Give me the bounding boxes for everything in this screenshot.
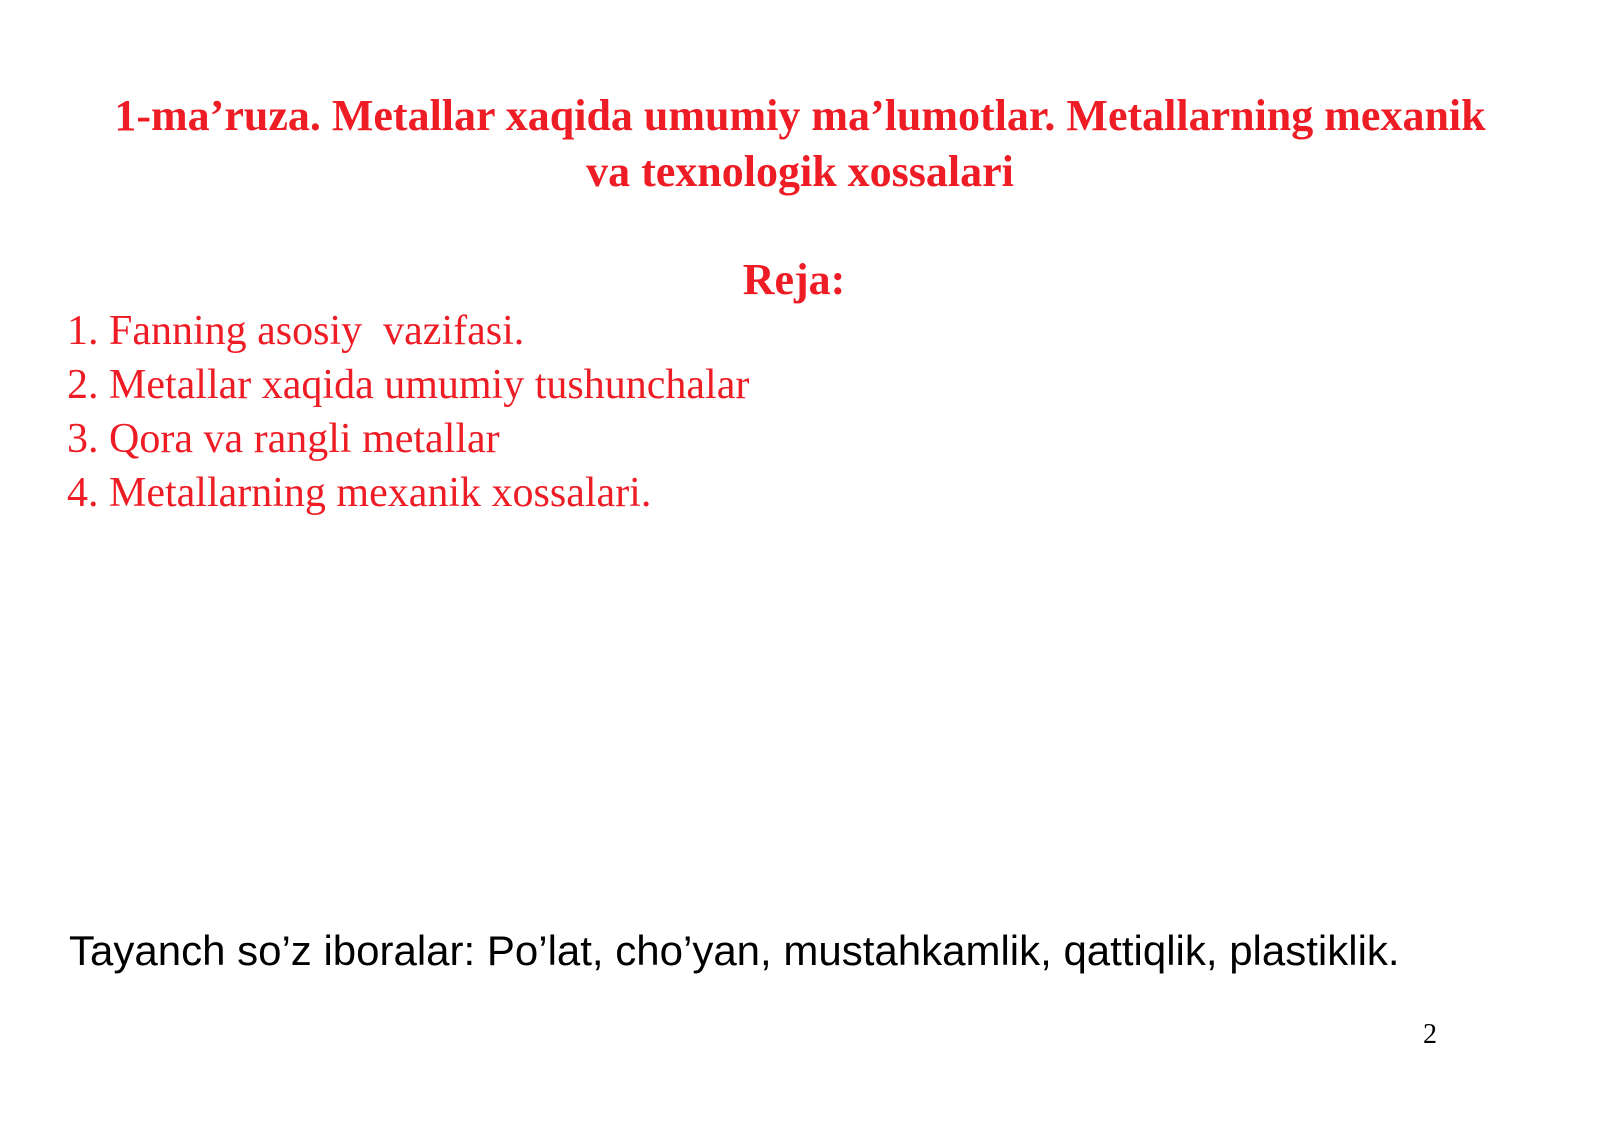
plan-item-3: 3. Qora va rangli metallar — [67, 416, 500, 462]
plan-heading: Reja: — [742, 255, 846, 304]
plan-item-1: 1. Fanning asosiy vazifasi. — [67, 308, 525, 354]
keywords-text: Tayanch so’z iboralar: Po’lat, cho’yan, mustahkamlik, qattiqlik, plastiklik. — [69, 927, 1400, 974]
page-number: 2 — [1423, 1019, 1437, 1050]
plan-list — [67, 304, 749, 520]
slide-title-line-1: 1-ma’ruza. Metallar xaqida umumiy ma’lumotlar. Metallarning mexanik — [114, 91, 1486, 140]
slide-title-line-2: va texnologik xossalari — [586, 147, 1014, 196]
plan-item-4: 4. Metallarning mexanik xossalari. — [67, 470, 652, 516]
plan-item-2: 2. Metallar xaqida umumiy tushunchalar — [67, 362, 750, 408]
slide-title — [40, 88, 1560, 200]
